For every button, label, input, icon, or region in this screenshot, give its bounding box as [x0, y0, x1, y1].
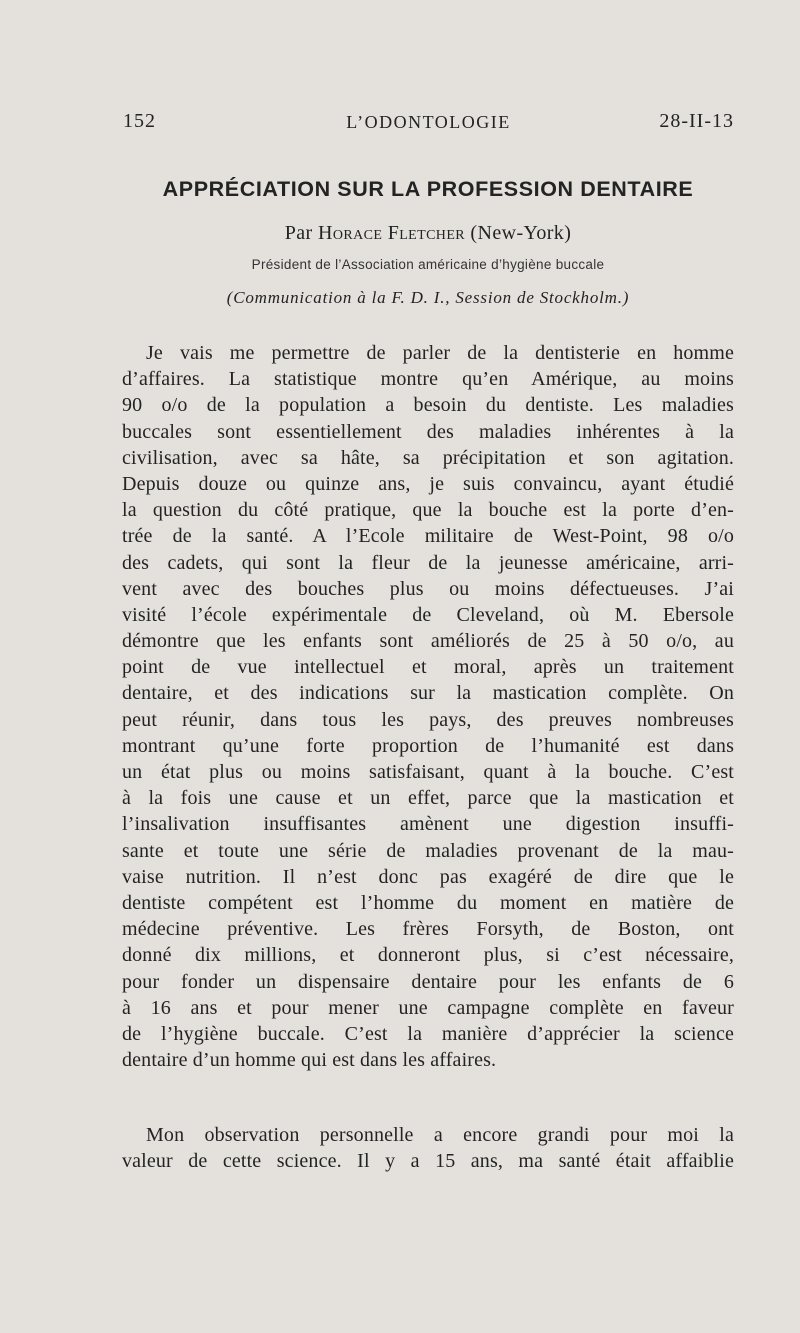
text-line: montrant qu’une forte proportion de l’humanité est dans [122, 734, 734, 757]
text-line: 90 o/o de la population a besoin du dentiste. Les maladies [122, 394, 734, 417]
body-paragraph-2 [122, 1122, 734, 1174]
running-head [123, 110, 734, 140]
text-line: des cadets, qui sont la fleur de la jeunesse américaine, arri- [122, 551, 734, 574]
text-line: dentiste compétent est l’homme du moment en matière de [122, 891, 734, 914]
journal-title: L’ODONTOLOGIE [346, 112, 511, 132]
text-line: de l’hygiène buccale. C’est la manière d’apprécier la science [122, 1022, 734, 1045]
byline [118, 222, 738, 245]
text-line: vent avec des bouches plus ou moins défectueuses. J’ai [122, 577, 734, 600]
byline-prefix: Par [284, 222, 313, 244]
text-line: à la fois une cause et un effet, parce que la mastication et [122, 787, 734, 810]
communication-note: (Communication à la F. D. I., Session de Stockholm.) [226, 288, 630, 307]
text-line: dentaire, et des indications sur la mastication complète. On [122, 682, 734, 705]
text-line: l’insalivation insuffisantes amènent une digestion insuffi- [122, 813, 734, 836]
text-line: trée de la santé. A l’Ecole militaire de West-Point, 98 o/o [122, 525, 734, 548]
text-line: sante et toute une série de maladies provenant de la mau- [122, 839, 734, 862]
text-line: valeur de cette science. Il y a 15 ans, ma santé était affaiblie [122, 1150, 734, 1173]
issue-date: 28-II-13 [659, 110, 734, 132]
text-line: civilisation, avec sa hâte, sa précipitation et son agitation. [122, 446, 734, 469]
text-line: Depuis douze ou quinze ans, je suis convaincu, ayant étudié [122, 472, 734, 495]
page-number: 152 [123, 110, 156, 132]
text-line: point de vue intellectuel et moral, après un traitement [122, 656, 734, 679]
text-line: Mon observation personnelle a encore grandi pour moi la [146, 1124, 734, 1146]
text-line: peut réunir, dans tous les pays, des preuves nombreuses [122, 708, 734, 731]
text-line: médecine préventive. Les frères Forsyth, de Boston, ont [122, 918, 734, 941]
text-line: la question du côté pratique, que la bouche est la porte d’en- [122, 499, 734, 522]
text-line: un état plus ou moins satisfaisant, quant à la bouche. C’est [122, 761, 734, 783]
text-line: visité l’école expérimentale de Cleveland, où M. Ebersole [122, 603, 734, 626]
text-line: donné dix millions, et donneront plus, si c’est nécessaire, [122, 944, 734, 967]
body-paragraph-1 [122, 340, 734, 1073]
text-line: démontre que les enfants sont améliorés de 25 à 50 o/o, au [122, 630, 734, 653]
article-title: APPRÉCIATION SUR LA PROFESSION DENTAIRE [162, 177, 694, 201]
author-name: Horace Fletcher [318, 222, 466, 244]
author-affiliation: Président de l’Association américaine d’hygiène buccale [251, 257, 605, 272]
text-line: d’affaires. La statistique montre qu’en Amérique, au moins [122, 368, 734, 391]
text-line: Je vais me permettre de parler de la dentisterie en homme [146, 342, 734, 364]
text-line: vaise nutrition. Il n’est donc pas exagéré de dire que le [122, 865, 734, 888]
author-location: (New-York) [470, 222, 572, 244]
text-line: à 16 ans et pour mener une campagne complète en faveur [122, 996, 734, 1019]
text-line: buccales sont essentiellement des maladies inhérentes à la [122, 420, 734, 443]
text-line: dentaire d’un homme qui est dans les affaires. [122, 1049, 497, 1072]
text-line: pour fonder un dispensaire dentaire pour les enfants de 6 [122, 970, 734, 993]
